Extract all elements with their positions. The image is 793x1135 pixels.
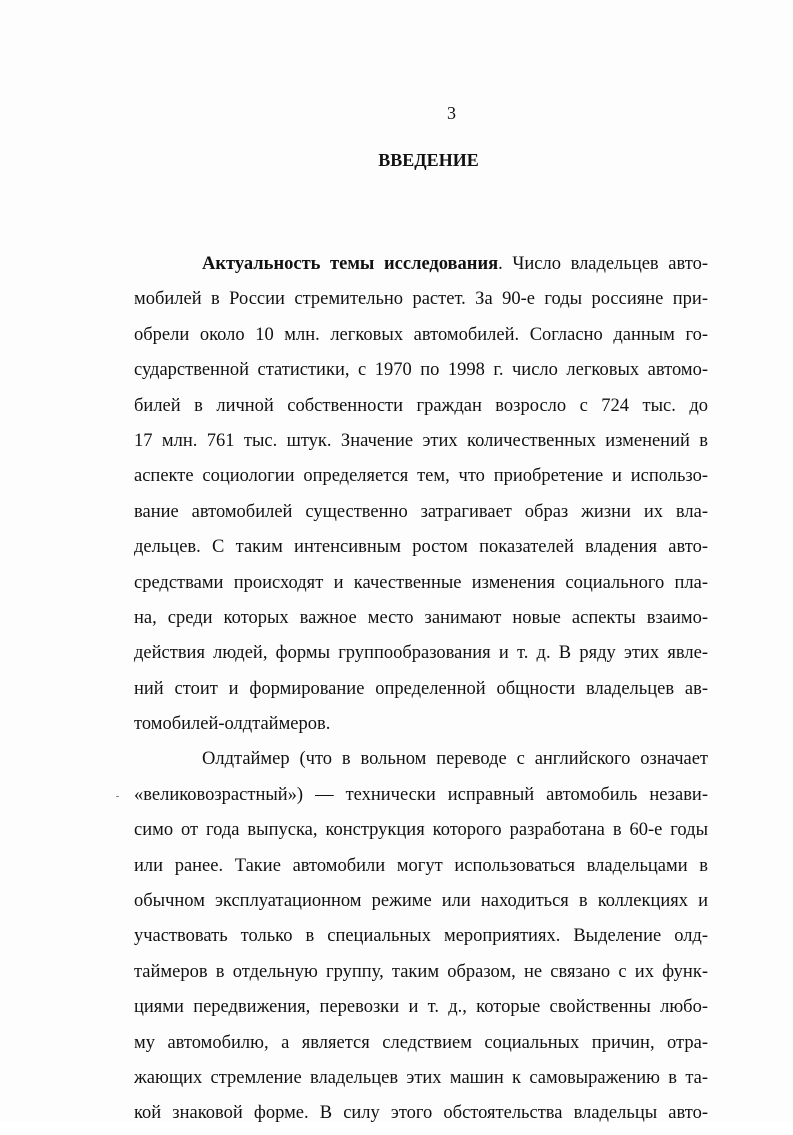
text-line: ний стоит и формирование определенной общности владельцев ав- (134, 678, 708, 699)
text-line: участвовать только в специальных мероприятиях. Выделение олд- (134, 926, 708, 947)
text-line: таймеров в отдельную группу, таким образом, не связано с их функ- (134, 961, 708, 982)
paragraph-1-line-1 (134, 250, 708, 285)
text-line: на, среди которых важное место занимают новые аспекты взаимо- (134, 607, 708, 628)
text-line: 17 млн. 761 тыс. штук. Значение этих количественных изменений в (134, 430, 708, 451)
text-line: Олдтаймер (что в вольном переводе с английского означает (202, 749, 708, 770)
text-line: томобилей-олдтаймеров. (134, 714, 331, 735)
text-line: циями передвижения, перевозки и т. д., которые свойственны любо- (134, 997, 708, 1018)
body-text (134, 250, 708, 1135)
text-line: билей в личной собственности граждан возросло с 724 тыс. до (134, 395, 708, 416)
text-line: обрели около 10 млн. легковых автомобилей. Согласно данным го- (134, 324, 708, 345)
scan-speck (116, 796, 119, 797)
paragraph-2 (134, 745, 708, 1134)
section-heading: ВВЕДЕНИЕ (378, 150, 479, 170)
text-line: жающих стремление владельцев этих машин к самовыражению в та- (134, 1067, 708, 1088)
page-number: 3 (447, 103, 456, 123)
text-line: кой знаковой форме. В силу этого обстоятельства владельцы авто- (134, 1103, 708, 1124)
text-line: вание автомобилей существенно затрагивает образ жизни их вла- (134, 501, 708, 522)
text-line: сударственной статистики, с 1970 по 1998 г. число легковых автомо- (134, 360, 708, 381)
text-line: аспекте социологии определяется тем, что приобретение и использо- (134, 466, 708, 487)
text-line: мобилей в России стремительно растет. За 90-е годы россияне при- (134, 289, 708, 310)
text-line: «великовозрастный») — технически исправный автомобиль незави- (134, 784, 708, 805)
paragraph-1-lead-tail: . Число владельцев авто- (498, 254, 709, 274)
paragraph-1-lead: Актуальность темы исследования (202, 254, 499, 274)
text-line: му автомобилю, а является следствием социальных причин, отра- (134, 1032, 708, 1053)
text-line: действия людей, формы группообразования и т. д. В ряду этих явле- (134, 643, 708, 664)
paragraph-1 (134, 250, 708, 745)
text-line: обычном эксплуатационном режиме или находиться в коллекциях и (134, 891, 708, 912)
text-line: или ранее. Такие автомобили могут использоваться владельцами в (134, 855, 708, 876)
text-line: симо от года выпуска, конструкция которого разработана в 60-е годы (134, 820, 708, 841)
text-line: дельцев. С таким интенсивным ростом показателей владения авто- (134, 537, 708, 558)
text-line: средствами происходят и качественные изменения социального пла- (134, 572, 708, 593)
